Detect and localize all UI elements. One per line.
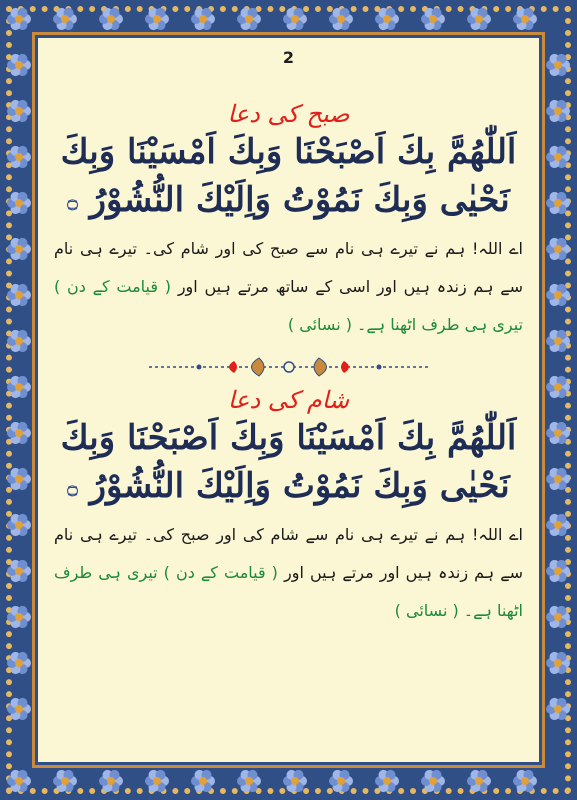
ayah-end-icon: ۝ — [67, 191, 78, 212]
evening-dua-title: شام کی دعا — [227, 386, 350, 414]
morning-translation — [54, 230, 523, 344]
evening-translation — [54, 516, 523, 630]
evening-translation-text: اے اللہ! ہم نے تیرے ہی نام سے شام کی اور صبح کی۔ تیرے ہی نام سے ہم زندہ ہیں اور مرتے ہیں اور — [54, 525, 524, 582]
morning-arabic-line-2-text: نَحْيٰى وَبِكَ نَمُوْتُ وَاِلَيْكَ النُّشُوْرُ — [89, 180, 510, 220]
divider-ornament-icon — [139, 354, 439, 380]
evening-arabic-line-2 — [54, 462, 523, 512]
evening-arabic-line-1: اَللّٰھُمَّ بِكَ اَمْسَيْنَا وَبِكَ اَصْبَحْنَا وَبِكَ — [60, 418, 517, 458]
evening-arabic-line-2-text: نَحْيٰى وَبِكَ نَمُوْتُ وَاِلَيْكَ النُّشُوْرُ — [89, 466, 510, 506]
morning-dua-title: صبح کی دعا — [227, 100, 350, 128]
page-content — [44, 44, 533, 756]
morning-arabic-line-2 — [54, 176, 523, 226]
ayah-end-icon: ۝ — [67, 477, 78, 498]
morning-translation-text: اے اللہ! ہم نے تیرے ہی نام سے صبح کی اور شام کی۔ تیرے ہی نام سے ہم زندہ ہیں اور اسی کے ساتھ مرتے ہیں اور — [54, 239, 524, 296]
evening-translation-text-2: ( قیامت کے دن ) تیری ہی طرف اٹھنا ہے۔ ( نسائی ) — [54, 563, 523, 620]
page-number: 2 — [282, 48, 295, 67]
morning-arabic-line-1: اَللّٰھُمَّ بِكَ اَصْبَحْنَا وَبِكَ اَمْسَيْنَا وَبِكَ — [60, 132, 517, 172]
ornamental-divider — [54, 354, 523, 380]
morning-translation-text-2: ( قیامت کے دن ) تیری ہی طرف اٹھنا ہے۔ ( نسائی ) — [54, 277, 523, 334]
